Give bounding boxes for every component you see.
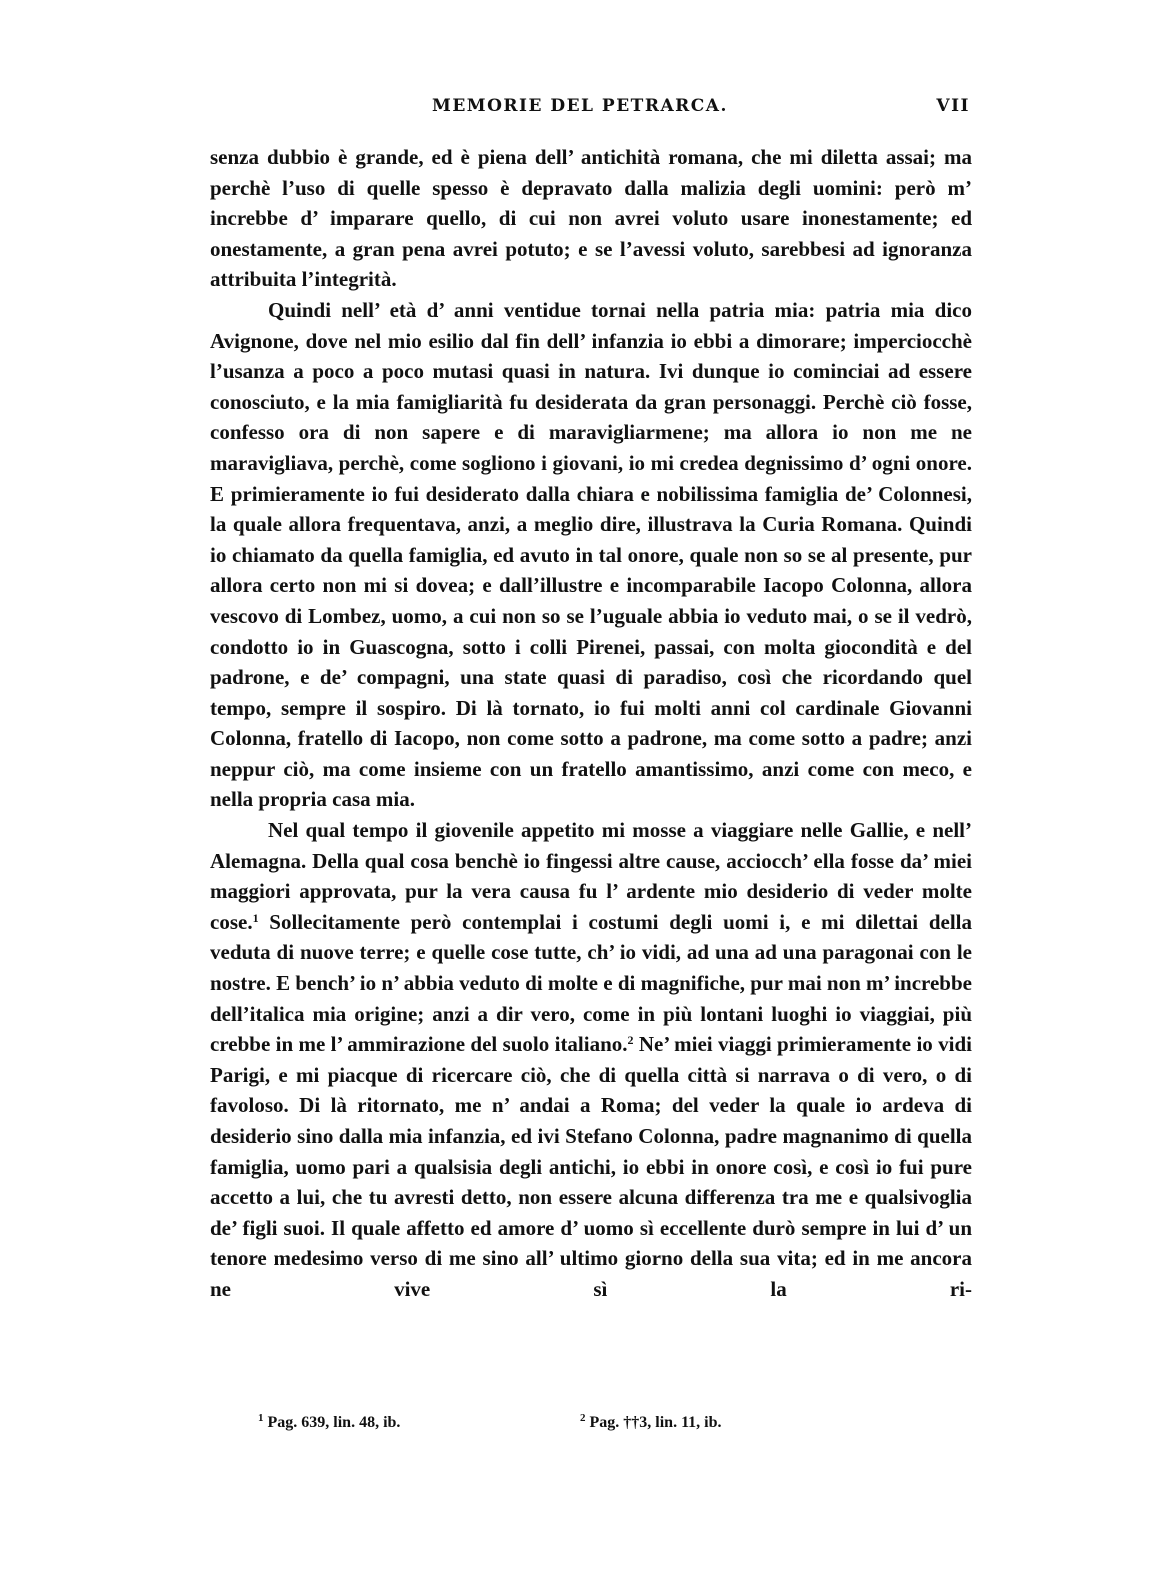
footnote-1 — [258, 1414, 400, 1432]
footnote-ref-1: 1 — [252, 910, 259, 925]
footnote-ref-2: 2 — [627, 1033, 634, 1048]
paragraph-3-part-2: Sollecitamente però contemplai i costumi degli uomi i, e mi dilettai della veduta di nuove terre; e quelle cose tutte, ch’ io vidi, ad una ad una paragonai con le nostre. E bench’ io n’ abbia veduto di molte e di magnifiche, pur mai non m’ increbbe dell’italica mia origine; anzi a dir vero, come in più lontani luoghi io viaggiai, più crebbe in me l’ ammirazione del suolo italiano. — [210, 909, 972, 1057]
body-text — [210, 142, 972, 1305]
footnote-2 — [580, 1414, 722, 1432]
footnotes — [258, 1414, 858, 1438]
page-number: VII — [936, 96, 970, 116]
paragraph-3-part-1: Nel qual tempo il giovenile appetito mi mosse a viaggiare nelle Gallie, e nell’ Alemagna. Della qual cosa benchè io fingessi altre cause, acciocch’ ella fosse da’ miei maggiori approvata, pur la vera causa fu l’ ardente mio desiderio di veder molte cose. — [210, 818, 972, 934]
page-header — [210, 96, 970, 120]
paragraph-1: senza dubbio è grande, ed è piena dell’ antichità romana, che mi diletta assai; ma perchè l’uso di quelle spesso è depravato dalla malizia degli uomini: però m’ increbbe d’ imparare quello, di cui non avrei voluto usare inonestamente; ed onestamente, a gran pena avrei potuto; e se l’avessi voluto, sarebbesi ad ignoranza attribuita l’integrità. — [210, 145, 972, 292]
paragraph-3 — [210, 815, 972, 1305]
paragraph-2: Quindi nell’ età d’ anni ventidue tornai nella patria mia: patria mia dico Avignone, dove nel mio esilio dal fin dell’ infanzia io ebbi a dimorare; imperciocchè l’usanza a poco a poco mutasi quasi in natura. Ivi dunque io cominciai ad essere conosciuto, e la mia famigliarità fu desiderata da gran personaggi. Perchè ciò fosse, confesso ora di non sapere e di maravigliarmene; ma allora io non me ne maravigliava, perchè, come sogliono i giovani, io mi credea degnissimo d’ ogni onore. E primieramente io fui desiderato dalla chiara e nobilissima famiglia de’ Colonnesi, la quale allora frequentava, anzi, a meglio dire, illustrava la Curia Romana. Quindi io chiamato da quella famiglia, ed avuto in tal onore, quale non so se al presente, pur allora certo non mi si dovea; e dall’illustre e incomparabile Iacopo Colonna, allora vescovo di Lombez, uomo, a cui non so se l’uguale abbia io veduto mai, o se il vedrò, condotto io in Guascogna, sotto i colli Pirenei, passai, con molta giocondità e del padrone, e de’ compagni, una state quasi di paradiso, così che ricordando quel tempo, sempre il sospiro. Di là tornato, io fui molti anni col cardinale Giovanni Colonna, fratello di Iacopo, non come sotto a padrone, ma come sotto a padre; anzi neppur ciò, ma come insieme con un fratello amantissimo, anzi come con meco, e nella propria casa mia. — [210, 297, 972, 812]
running-title: MEMORIE DEL PETRARCA. — [432, 96, 728, 116]
footnote-1-marker: 1 — [258, 1412, 264, 1424]
footnote-2-text: Pag. ††3, lin. 11, ib. — [589, 1414, 722, 1431]
footnote-1-text: Pag. 639, lin. 48, ib. — [267, 1414, 401, 1431]
footnote-2-marker: 2 — [580, 1412, 586, 1424]
paragraph-3-part-3: Ne’ miei viaggi primieramente io vidi Parigi, e mi piacque di ricercare ciò, che di quella città si narrava o di vero, o di favoloso. Di là ritornato, me n’ andai a Roma; del veder la quale io ardeva di desiderio sino dalla mia infanzia, ed ivi Stefano Colonna, padre magnanimo di quella famiglia, uomo pari a qualsisia degli antichi, io ebbi in onore così, e così io fui pure accetto a lui, che tu avresti detto, non essere alcuna differenza tra me e qualsivoglia de’ figli suoi. Il quale affetto ed amore d’ uomo sì eccellente durò sempre in lui d’ un tenore medesimo verso di me sino all’ ultimo giorno della sua vita; ed in me ancora ne vive sì la ri- — [210, 1032, 972, 1301]
